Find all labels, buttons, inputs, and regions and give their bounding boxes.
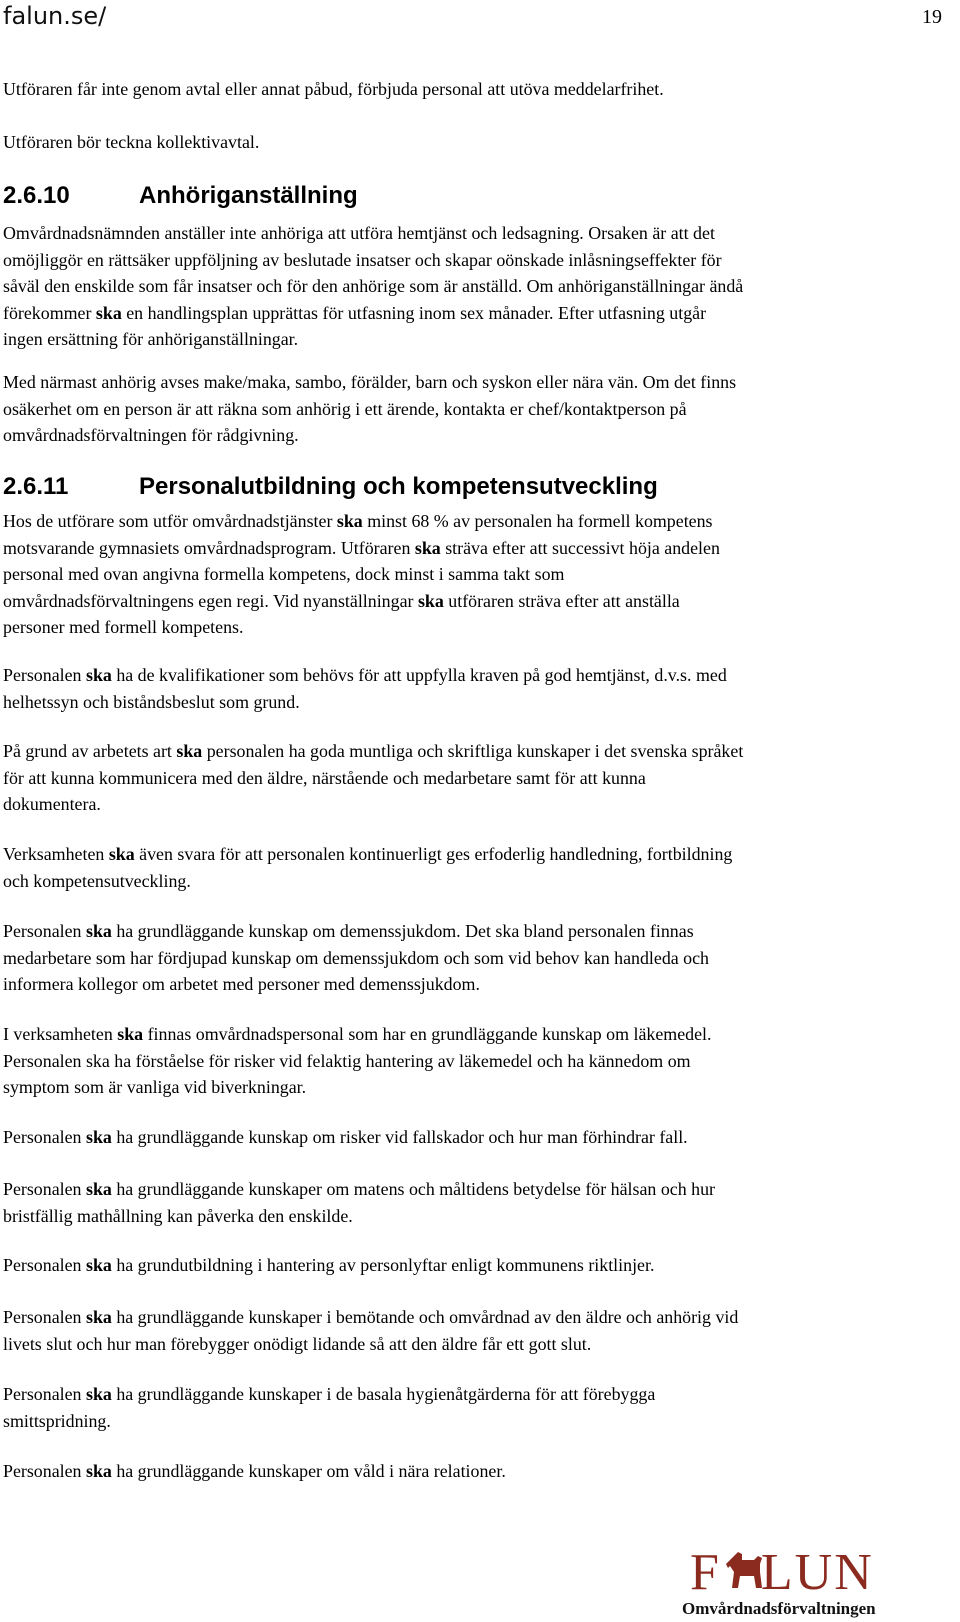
emphasis-ska: ska [85,1255,112,1275]
emphasis-ska: ska [85,1127,112,1147]
paragraph-line: Med närmast anhörig avses make/maka, sambo, förälder, barn och syskon eller nära vän. Om det finns [3,372,737,392]
emphasis-ska: ska [85,1384,112,1404]
paragraph [3,918,953,998]
paragraph [3,1304,953,1357]
paragraph-line: förekommer ska en handlingsplan upprättas för utfasning inom sex månader. Efter utfasning utgår [3,302,707,323]
paragraph-line: På grund av arbetets art ska personalen ha goda muntliga och skriftliga kunskaper i det svenska språket [3,741,744,761]
dala-horse-icon [724,1548,766,1592]
emphasis-ska: ska [417,590,444,611]
paragraph-line: Personalen ska ha de kvalifikationer som behövs för att uppfylla kraven på god hemtjänst, d.v.s. med [3,665,727,685]
paragraph-line: dokumentera. [3,794,101,814]
paragraph-line: och kompetensutveckling. [3,870,191,891]
paragraph [3,1124,953,1151]
section-number: 2.6.11 [3,473,69,500]
paragraph-line: Verksamheten ska även svara för att personalen kontinuerligt ges erfoderlig handledning, fortbildning [3,844,733,864]
section-heading [3,472,658,502]
paragraph [3,1458,953,1485]
paragraph-line: Utföraren bör teckna kollektivavtal. [3,132,260,152]
emphasis-ska: ska [95,302,122,323]
paragraph-line: personal med ovan angivna formella kompetens, dock minst i samma takt som [3,564,565,584]
paragraph-line: Personalen ska ha grundläggande kunskaper om våld i nära relationer. [3,1461,506,1481]
paragraph-line: Omvårdnadsnämnden anställer inte anhöriga att utföra hemtjänst och ledsagning. Orsaken är att det [3,223,715,243]
paragraph [3,129,953,156]
emphasis-ska: ska [414,537,441,558]
paragraph-line: Personalen ska ha grundläggande kunskap om risker vid fallskador och hur man förhindrar fall. [3,1127,688,1147]
paragraph-line: informera kollegor om arbetet med personer med demenssjukdom. [3,974,480,994]
paragraph [3,508,953,641]
paragraph-line: Hos de utförare som utför omvårdnadstjänster ska minst 68 % av personalen ha formell kompetens [3,511,713,531]
emphasis-ska: ska [85,665,112,685]
paragraph [3,369,953,449]
logo-subtitle: Omvårdnadsförvaltningen [682,1599,876,1618]
paragraph [3,220,953,353]
paragraph-line: livets slut och hur man förebygger onödigt lidande så att den äldre får ett gott slut. [3,1333,592,1354]
paragraph-line: Personalen ska ha grundläggande kunskaper i de basala hygienåtgärderna för att förebygga [3,1384,656,1404]
paragraph [3,841,953,894]
paragraph-line: motsvarande gymnasiets omvårdnadsprogram. Utföraren ska sträva efter att successivt höja andelen [3,537,720,558]
paragraph-line: Utföraren får inte genom avtal eller annat påbud, förbjuda personal att utöva meddelarfrihet. [3,79,664,99]
falun-logo [682,1544,930,1619]
emphasis-ska: ska [85,921,112,941]
logo-wordmark: F LUN [690,1544,874,1601]
paragraph-line: symptom som är vanliga vid biverkningar. [3,1077,307,1097]
paragraph-line: såväl den enskilde som får insatser och för den anhörige som är anställd. Om anhöriganställningar ändå [3,276,744,296]
page-number: 19 [922,6,942,28]
paragraph-line: personer med formell kompetens. [3,617,244,637]
paragraph-line: helhetssyn och biståndsbeslut som grund. [3,691,300,712]
paragraph-line: osäkerhet om en person är att räkna som anhörig i ett ärende, kontakta er chef/kontaktperson på [3,398,687,419]
paragraph [3,1381,953,1434]
paragraph [3,1176,953,1229]
paragraph-line: Personalen ska ha grundläggande kunskap om demenssjukdom. Det ska bland personalen finnas [3,921,694,941]
emphasis-ska: ska [85,1461,112,1481]
paragraph-line: bristfällig mathållning kan påverka den enskilde. [3,1205,353,1226]
paragraph-line: Personalen ska ha grundutbildning i hantering av personlyftar enligt kommunens riktlinjer. [3,1255,655,1275]
paragraph-line: smittspridning. [3,1410,111,1431]
paragraph [3,662,953,715]
emphasis-ska: ska [336,511,363,531]
section-heading [3,181,358,211]
paragraph-line: Personalen ska ha grundläggande kunskaper i bemötande och omvårdnad av den äldre och anhörig vid [3,1307,739,1327]
paragraph [3,1021,953,1101]
paragraph [3,1252,953,1279]
paragraph-line: Personalen ska ha förståelse för risker vid felaktig hantering av läkemedel och ha kännedom om [3,1050,691,1071]
paragraph-line: för att kunna kommunicera med den äldre, närstående och medarbetare samt för att kunna [3,767,646,788]
paragraph [3,738,953,818]
emphasis-ska: ska [85,1307,112,1327]
paragraph [3,76,953,103]
section-title: Personalutbildning och kompetensutveckling [139,473,658,500]
section-number: 2.6.10 [3,182,70,209]
header-url: falun.se/ [3,2,107,30]
paragraph-line: omvårdnadsförvaltningens egen regi. Vid nyanställningar ska utföraren sträva efter att anställa [3,590,680,611]
paragraph-line: ingen ersättning för anhöriganställningar. [3,329,299,349]
emphasis-ska: ska [176,741,203,761]
paragraph-line: I verksamheten ska finnas omvårdnadspersonal som har en grundläggande kunskap om läkemedel. [3,1024,712,1044]
section-title: Anhöriganställning [139,182,358,209]
paragraph-line: omvårdnadsförvaltningen för rådgivning. [3,425,299,445]
paragraph-line: medarbetare som har fördjupad kunskap om demenssjukdom och som vid behov kan handleda och [3,947,710,968]
emphasis-ska: ska [117,1024,144,1044]
paragraph-line: omöjliggör en rättsäker uppföljning av beslutade insatser och skapar oönskade inlåsningseffekter för [3,249,722,270]
paragraph-line: Personalen ska ha grundläggande kunskaper om matens och måltidens betydelse för hälsan och hur [3,1179,715,1199]
emphasis-ska: ska [108,844,135,864]
emphasis-ska: ska [85,1179,112,1199]
